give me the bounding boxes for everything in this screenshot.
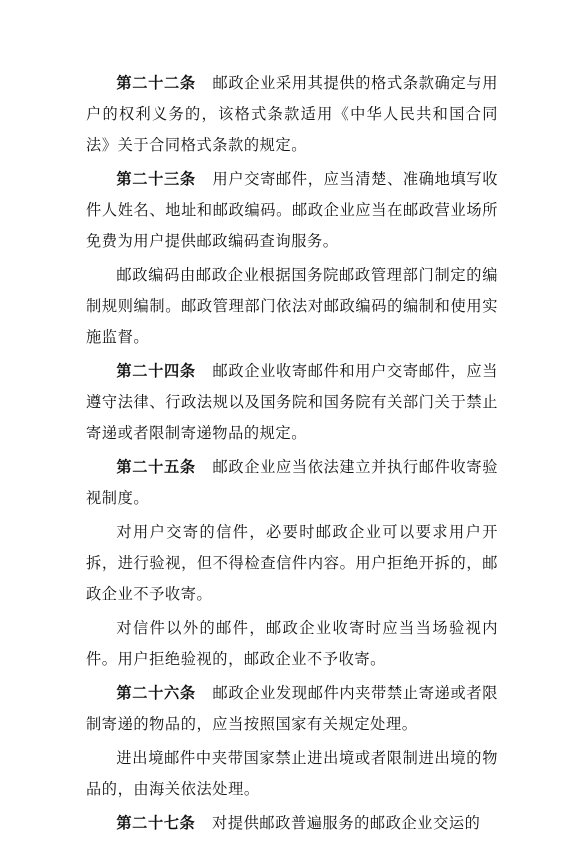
body-paragraph bbox=[86, 517, 498, 610]
article-24-paragraph bbox=[86, 356, 498, 449]
body-paragraph bbox=[86, 260, 498, 353]
article-heading: 第二十三条 bbox=[116, 170, 196, 188]
article-text: 邮政企业应当依法建立并执行邮件收寄验视制度。 bbox=[86, 458, 498, 507]
article-27-paragraph bbox=[86, 808, 498, 839]
paragraph-text: 对用户交寄的信件，必要时邮政企业可以要求用户开拆，进行验视，但不得检查信件内容。用户拒绝开拆的，邮政企业不予收寄。 bbox=[86, 523, 498, 603]
article-heading: 第二十五条 bbox=[116, 458, 196, 476]
article-heading: 第二十二条 bbox=[116, 74, 196, 92]
article-25-paragraph bbox=[86, 452, 498, 514]
article-text: 对提供邮政普遍服务的邮政企业交运的 bbox=[212, 814, 481, 832]
article-26-paragraph bbox=[86, 678, 498, 740]
article-text: 用户交寄邮件，应当清楚、准确地填写收件人姓名、地址和邮政编码。邮政企业应当在邮政营业场所免费为用户提供邮政编码查询服务。 bbox=[86, 170, 498, 250]
paragraph-text: 进出境邮件中夹带国家禁止进出境或者限制进出境的物品的，由海关依法处理。 bbox=[86, 749, 498, 798]
document-page bbox=[86, 68, 498, 842]
article-23-paragraph bbox=[86, 164, 498, 257]
paragraph-text: 对信件以外的邮件，邮政企业收寄时应当当场验视内件。用户拒绝验视的，邮政企业不予收寄。 bbox=[86, 619, 498, 668]
article-heading: 第二十六条 bbox=[116, 684, 196, 702]
paragraph-text: 邮政编码由邮政企业根据国务院邮政管理部门制定的编制规则编制。邮政管理部门依法对邮政编码的编制和使用实施监督。 bbox=[86, 266, 498, 346]
article-text: 邮政企业采用其提供的格式条款确定与用户的权利义务的，该格式条款适用《中华人民共和国合同法》关于合同格式条款的规定。 bbox=[86, 74, 498, 154]
body-paragraph bbox=[86, 613, 498, 675]
article-text: 邮政企业发现邮件内夹带禁止寄递或者限制寄递的物品的，应当按照国家有关规定处理。 bbox=[86, 684, 498, 733]
article-heading: 第二十七条 bbox=[116, 814, 196, 832]
article-text: 邮政企业收寄邮件和用户交寄邮件，应当遵守法律、行政法规以及国务院和国务院有关部门关于禁止寄递或者限制寄递物品的规定。 bbox=[86, 362, 498, 442]
body-paragraph bbox=[86, 743, 498, 805]
article-22-paragraph bbox=[86, 68, 498, 161]
article-heading: 第二十四条 bbox=[116, 362, 196, 380]
